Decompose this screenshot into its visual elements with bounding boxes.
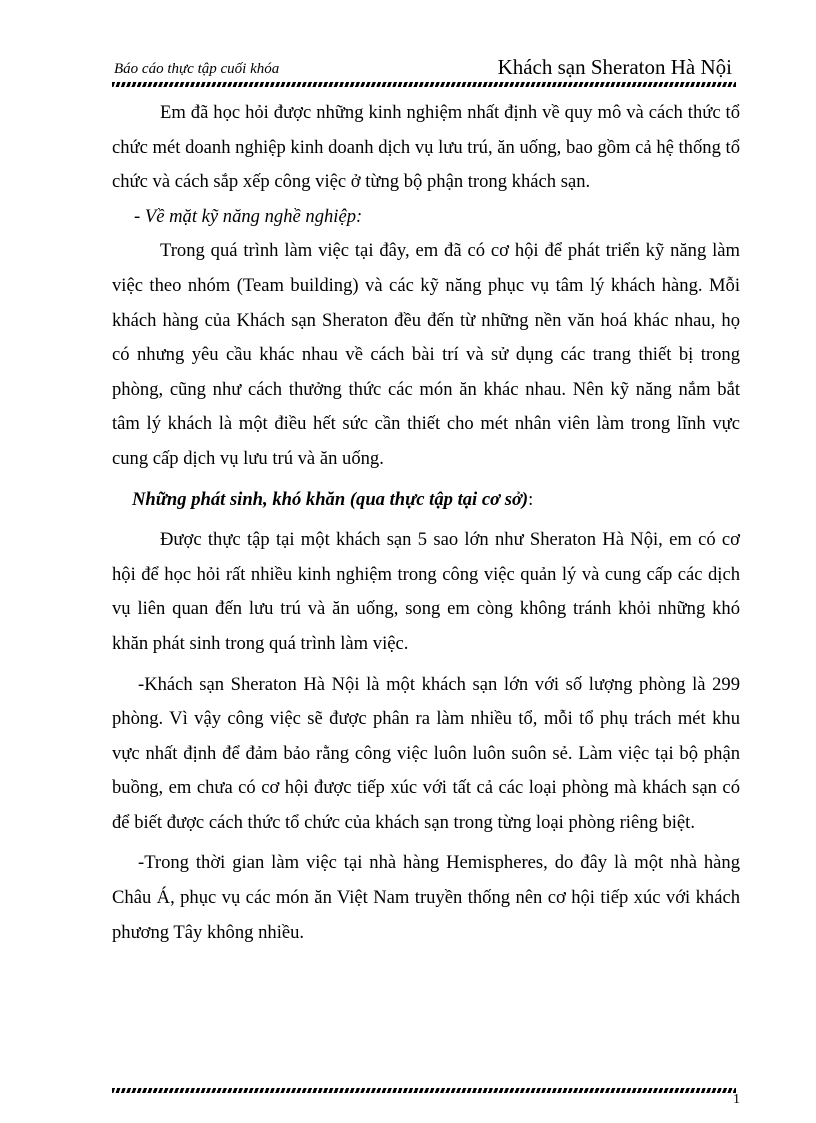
paragraph-restaurant: -Trong thời gian làm việc tại nhà hàng Hemispheres, do đây là một nhà hàng Châu Á, phục vụ các món ăn Việt Nam truyền thống nên cơ hội tiếp xúc với khách phương Tây không nhiều. bbox=[112, 852, 740, 943]
footer-divider bbox=[112, 1088, 736, 1093]
header-hotel-name: Khách sạn Sheraton Hà Nội bbox=[497, 55, 732, 79]
paragraph-internship: Được thực tập tại một khách sạn 5 sao lớn như Sheraton Hà Nội, em có cơ hội để học hỏi rất nhiều kinh nghiệm trong công việc quản lý và cung cấp các dịch vụ liên quan đến lưu trú và ăn uống, song em còng không tránh khỏi những khó khăn phát sinh trong quá trình làm việc. bbox=[112, 529, 740, 654]
page-number: 1 bbox=[733, 1092, 740, 1107]
header-divider bbox=[112, 82, 736, 87]
section-heading-text: Những phát sinh, khó khăn (qua thực tập tại cơ sở) bbox=[132, 488, 529, 510]
section-heading-difficulties bbox=[112, 483, 740, 518]
section-label-skills: - Về mặt kỹ năng nghề nghiệp: bbox=[134, 205, 363, 227]
page-header bbox=[112, 50, 734, 80]
paragraph-skills: Trong quá trình làm việc tại đây, em đã có cơ hội để phát triển kỹ năng làm việc theo nhóm (Team building) và các kỹ năng phục vụ tâm lý khách hàng. Mỗi khách hàng của Khách sạn Sheraton đều đến từ những nền văn hoá khác nhau, họ có nhưng yêu cầu khác nhau về cách bài trí và sử dụng các trang thiết bị trong phòng, cũng như cách thưởng thức các món ăn khác nhau. Nên kỹ năng nắm bắt tâm lý khách là một điều hết sức cần thiết cho mét nhân viên làm trong lĩnh vực cung cấp dịch vụ lưu trú và ăn uống. bbox=[112, 240, 740, 469]
paragraph-rooms: -Khách sạn Sheraton Hà Nội là một khách sạn lớn với số lượng phòng là 299 phòng. Vì vậy công việc sẽ được phân ra làm nhiều tổ, mỗi tổ phụ trách mét khu vực nhất định để đảm bảo rằng công việc luôn luôn suôn sẻ. Làm việc tại bộ phận buồng, em chưa có cơ hội được tiếp xúc với tất cả các loại phòng mà khách sạn có để biết được cách thức tổ chức của khách sạn trong từng loại phòng riêng biệt. bbox=[112, 673, 740, 833]
section-heading-colon: : bbox=[528, 488, 534, 510]
header-report-title: Báo cáo thực tập cuối khóa bbox=[114, 61, 280, 77]
paragraph-experience: Em đã học hỏi được những kinh nghiệm nhất định về quy mô và cách thức tổ chức mét doanh nghiệp kinh doanh dịch vụ lưu trú, ăn uống, bao gồm cả hệ thống tổ chức và cách sắp xếp công việc ở từng bộ phận trong khách sạn. bbox=[112, 102, 740, 193]
document-body bbox=[112, 96, 740, 950]
